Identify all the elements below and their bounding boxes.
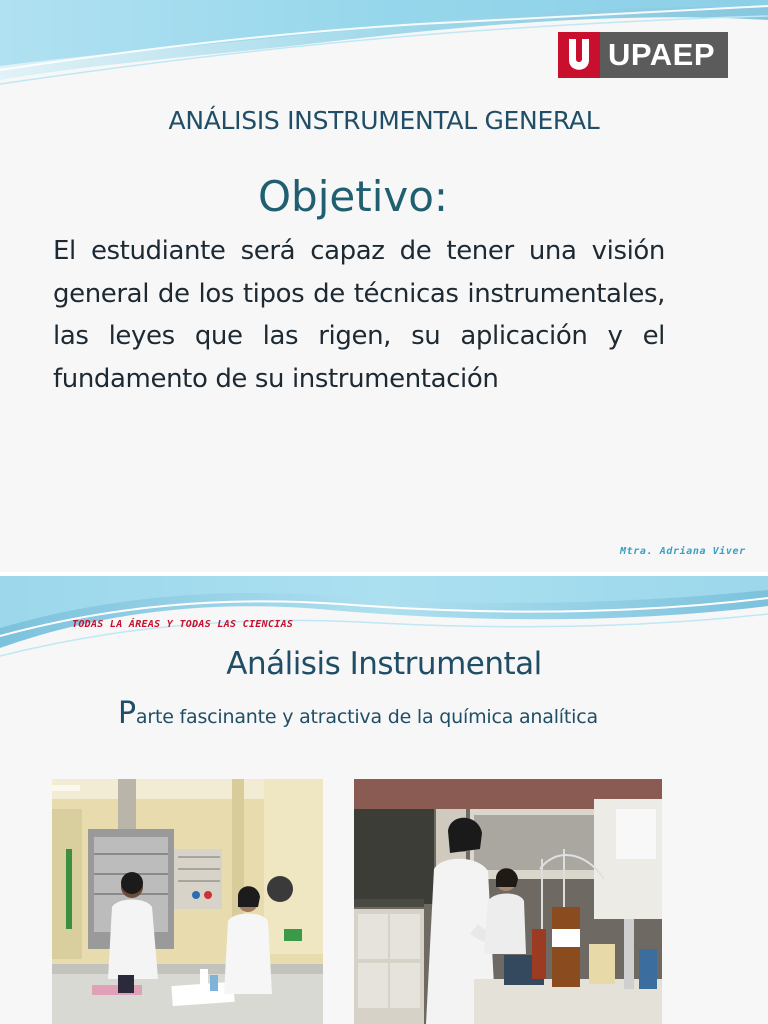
lab-students-photo	[52, 779, 323, 1024]
objective-heading: Objetivo:	[258, 172, 449, 221]
slide-analisis-instrumental	[0, 576, 768, 1024]
section-title: Análisis Instrumental	[226, 646, 542, 682]
subtitle-rest: arte fascinante y atractiva de la química analítica	[135, 706, 598, 728]
course-title: ANÁLISIS INSTRUMENTAL GENERAL	[168, 106, 600, 135]
upaep-shield-icon	[558, 32, 600, 78]
upaep-wordmark: UPAEP	[600, 32, 728, 78]
section-subtitle	[118, 696, 598, 731]
lab-researcher-photo	[354, 779, 662, 1024]
author-credit: Mtra. Adriana Viver	[620, 546, 746, 557]
objective-text: El estudiante será capaz de tener una visión general de los tipos de técnicas instrumentales, las leyes que las rigen, su aplicación y el fundamento de su instrumentación	[53, 236, 665, 394]
tagline: TODAS LA ÁREAS Y TODAS LAS CIENCIAS	[72, 619, 294, 630]
upaep-logo	[558, 32, 728, 78]
subtitle-initial: P	[118, 696, 136, 731]
